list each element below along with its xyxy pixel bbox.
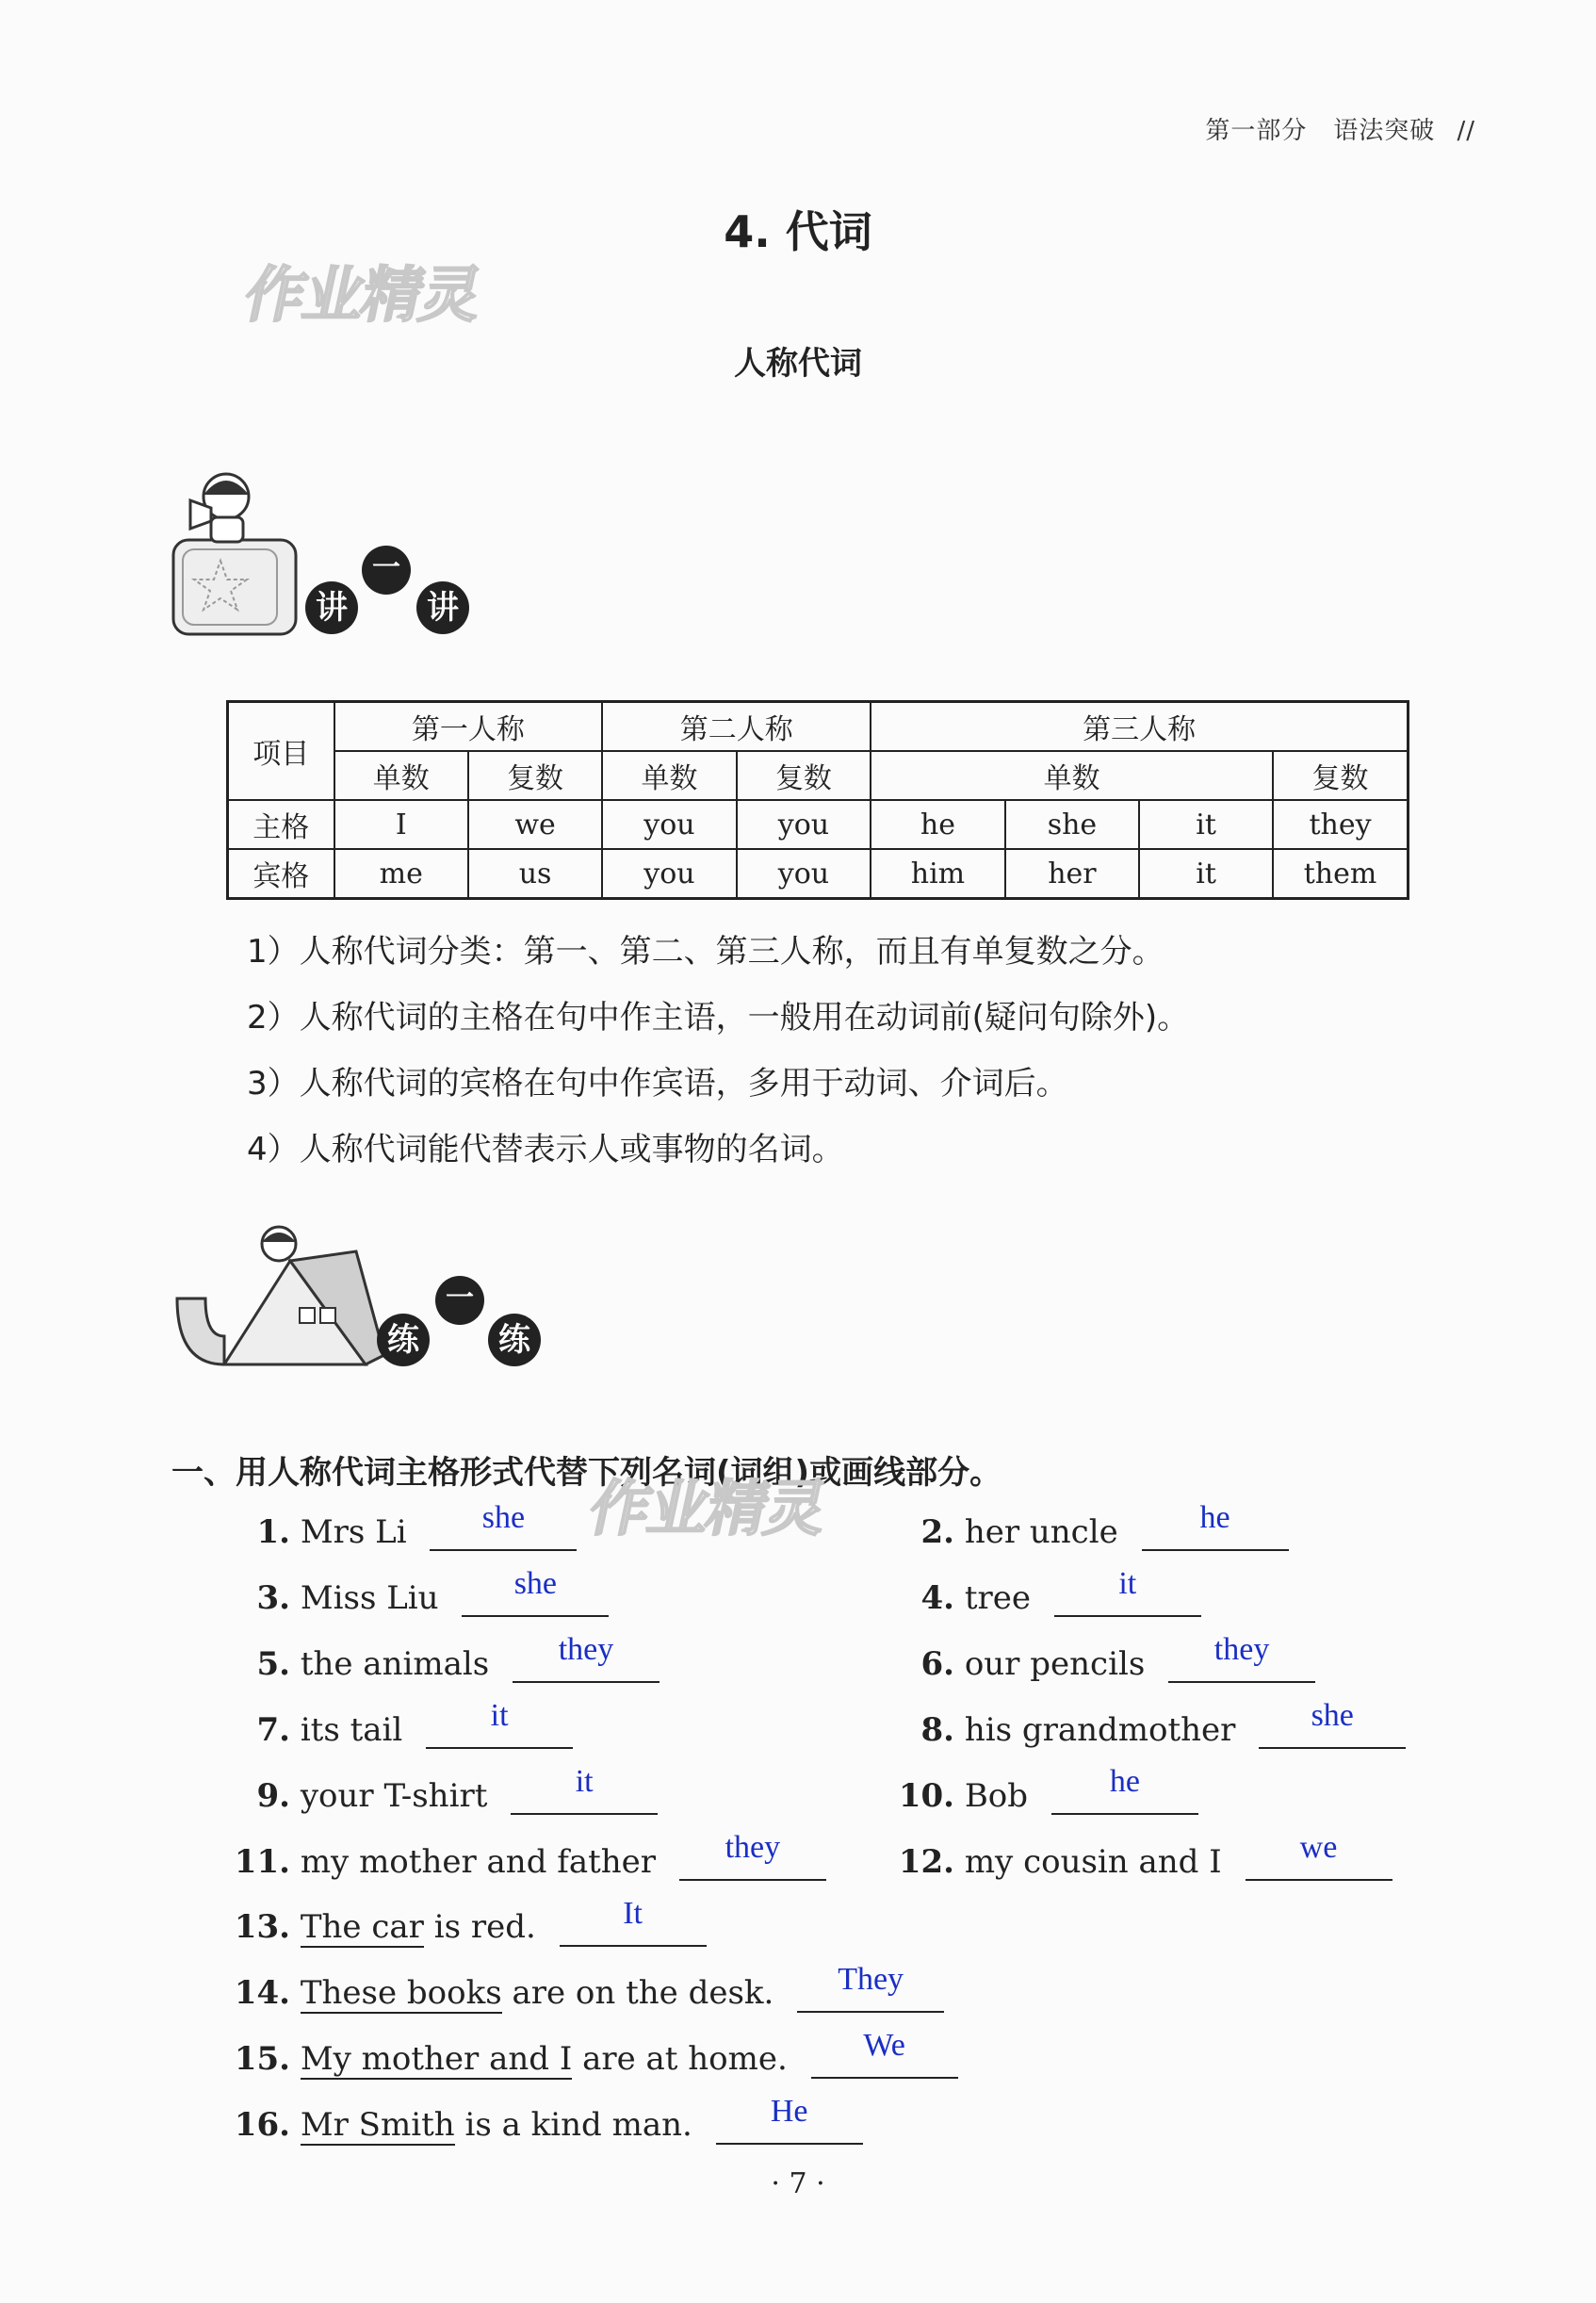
watermark: 作业精灵 [237, 261, 487, 331]
exercise-text: is a kind man. [454, 2106, 692, 2144]
section-title: 人称代词 [734, 345, 862, 383]
answer-blank[interactable] [716, 2094, 863, 2145]
table-row-label: 宾格 [228, 849, 334, 899]
exercise-item [243, 1764, 658, 1815]
answer-text: she [481, 1500, 526, 1535]
answer-text: we [1299, 1830, 1338, 1865]
watermark: 作业精灵 [582, 1475, 832, 1544]
exercise-text: the animals [300, 1645, 490, 1683]
exercise-number: 13. [234, 1908, 290, 1946]
exercise-number: 6. [920, 1645, 954, 1683]
table-row [228, 849, 1409, 899]
answer-text: she [1311, 1698, 1354, 1733]
exercise-number: 11. [234, 1843, 290, 1881]
answer-text: it [490, 1698, 509, 1733]
answer-text: it [1118, 1566, 1137, 1601]
answer-blank[interactable] [430, 1500, 577, 1551]
table-group-first: 第一人称 [334, 702, 603, 752]
table-cell: you [737, 849, 871, 899]
rules-list [247, 919, 1189, 1183]
exercise-number: 14. [234, 1974, 290, 2012]
table-group-third: 第三人称 [871, 702, 1408, 752]
rule-item: 4）人称代词能代替表示人或事物的名词。 [247, 1131, 844, 1168]
exercise-number: 2. [920, 1513, 954, 1551]
answer-blank[interactable] [513, 1632, 660, 1683]
exercise-text: its tail [300, 1711, 403, 1749]
table-sub-header: 单数 [334, 751, 468, 800]
table-cell: me [334, 849, 468, 899]
exercise-item [907, 1632, 1315, 1683]
table-cell: him [871, 849, 1005, 899]
table-cell: I [334, 800, 468, 849]
page-number: · 7 · [771, 2167, 825, 2200]
exercise-text: is red. [423, 1908, 536, 1946]
rule-item: 3）人称代词的宾格在句中作宾语，多用于动词、介词后。 [247, 1065, 1068, 1102]
exercise-text: are at home. [572, 2040, 788, 2078]
table-item-header: 项目 [228, 702, 334, 801]
exercise-item [889, 1764, 1198, 1815]
answer-text: They [838, 1962, 904, 1997]
exercise-item [226, 1896, 707, 1947]
table-sub-header: 复数 [1273, 751, 1408, 800]
answer-blank[interactable] [811, 2028, 958, 2079]
table-cell: you [602, 800, 736, 849]
table-sub-header: 复数 [468, 751, 602, 800]
underlined-phrase: These books [300, 1974, 502, 2012]
speak-mid-char: 一 [362, 546, 411, 595]
exercise-text: are on the desk. [501, 1974, 774, 2012]
pronoun-table [226, 700, 1409, 900]
header-mark: // [1457, 117, 1475, 145]
exercise-text: my mother and father [300, 1843, 657, 1881]
table-cell: it [1139, 849, 1273, 899]
exercise-item [907, 1698, 1406, 1749]
practice-left-char: 练 [377, 1314, 430, 1366]
answer-blank[interactable] [462, 1566, 609, 1617]
exercise-number: 3. [256, 1579, 290, 1617]
answer-text: they [725, 1830, 781, 1865]
header-part: 第一部分 [1205, 117, 1308, 145]
underlined-phrase: The car [300, 1908, 424, 1946]
answer-blank[interactable] [1054, 1566, 1201, 1617]
answer-blank[interactable] [426, 1698, 573, 1749]
answer-text: she [513, 1566, 558, 1601]
exercise-number: 1. [256, 1513, 290, 1551]
exercise-item [243, 1500, 577, 1551]
practice-right-char: 练 [488, 1314, 541, 1366]
exercise-number: 7. [256, 1711, 290, 1749]
table-cell: her [1005, 849, 1139, 899]
underlined-phrase: My mother and I [300, 2040, 573, 2078]
answer-blank[interactable] [797, 1962, 944, 2013]
rule-item: 2）人称代词的主格在句中作主语，一般用在动词前(疑问句除外)。 [247, 999, 1190, 1037]
speak-right-char: 讲 [416, 581, 469, 634]
answer-blank[interactable] [679, 1830, 826, 1881]
table-cell: it [1139, 800, 1273, 849]
answer-blank[interactable] [1246, 1830, 1392, 1881]
underlined-phrase: Mr Smith [300, 2106, 455, 2144]
table-row [228, 800, 1409, 849]
exercise-number: 16. [234, 2106, 290, 2144]
answer-blank[interactable] [560, 1896, 707, 1947]
table-sub-header: 单数 [602, 751, 736, 800]
exercise-text: Miss Liu [300, 1579, 439, 1617]
table-row-label: 主格 [228, 800, 334, 849]
exercise-text: his grandmother [964, 1711, 1236, 1749]
exercise-text: Bob [964, 1777, 1029, 1815]
answer-text: He [770, 2094, 808, 2129]
table-sub-header: 复数 [737, 751, 871, 800]
exercise-item [226, 2094, 863, 2145]
exercise-number: 5. [256, 1645, 290, 1683]
table-cell: she [1005, 800, 1139, 849]
practice-illustration-icon [168, 1223, 563, 1393]
exercise-number: 4. [920, 1579, 954, 1617]
table-sub-header: 单数 [871, 751, 1273, 800]
exercise-text: your T-shirt [300, 1777, 488, 1815]
exercise-item [243, 1566, 609, 1617]
speak-badge [162, 466, 482, 655]
answer-text: they [558, 1632, 614, 1667]
table-group-second: 第二人称 [602, 702, 871, 752]
exercise-number: 12. [898, 1843, 954, 1881]
table-cell: we [468, 800, 602, 849]
table-cell: you [737, 800, 871, 849]
exercise-item [226, 1962, 944, 2013]
table-cell: he [871, 800, 1005, 849]
answer-blank[interactable] [511, 1764, 658, 1815]
table-cell: them [1273, 849, 1408, 899]
exercise-text: her uncle [964, 1513, 1118, 1551]
exercise-number: 9. [256, 1777, 290, 1815]
answer-blank[interactable] [1142, 1500, 1289, 1551]
speak-left-char: 讲 [305, 581, 358, 634]
exercise-item [907, 1500, 1289, 1551]
answer-blank[interactable] [1168, 1632, 1315, 1683]
page-title: 4. 代词 [724, 206, 872, 257]
practice-mid-char: 一 [435, 1276, 484, 1325]
exercise-text: Mrs Li [300, 1513, 407, 1551]
answer-text: We [863, 2028, 905, 2063]
table-cell: us [468, 849, 602, 899]
answer-text: they [1213, 1632, 1270, 1667]
answer-text: he [1199, 1500, 1230, 1535]
answer-text: it [575, 1764, 594, 1799]
exercise-item [889, 1830, 1392, 1881]
answer-blank[interactable] [1051, 1764, 1198, 1815]
exercise-number: 10. [898, 1777, 954, 1815]
exercise-text: my cousin and I [964, 1843, 1222, 1881]
exercise-item [907, 1566, 1201, 1617]
exercise-item [226, 2028, 958, 2079]
exercise-number: 15. [234, 2040, 290, 2078]
header-section: 语法突破 [1333, 117, 1436, 145]
exercise-item [243, 1698, 573, 1749]
table-cell: they [1273, 800, 1408, 849]
exercise-text: tree [964, 1579, 1031, 1617]
exercise-item [243, 1632, 660, 1683]
rule-item: 1）人称代词分类：第一、第二、第三人称，而且有单复数之分。 [247, 933, 1164, 971]
practice-badge [168, 1223, 563, 1393]
exercise-item [226, 1830, 826, 1881]
answer-text: It [623, 1896, 643, 1931]
running-header [1205, 111, 1475, 146]
answer-text: he [1109, 1764, 1140, 1799]
answer-blank[interactable] [1259, 1698, 1406, 1749]
exercise-text: our pencils [964, 1645, 1146, 1683]
exercise-instruction: 一、用人称代词主格形式代替下列名词(词组)或画线部分。 [171, 1454, 1002, 1492]
exercise-number: 8. [920, 1711, 954, 1749]
table-cell: you [602, 849, 736, 899]
